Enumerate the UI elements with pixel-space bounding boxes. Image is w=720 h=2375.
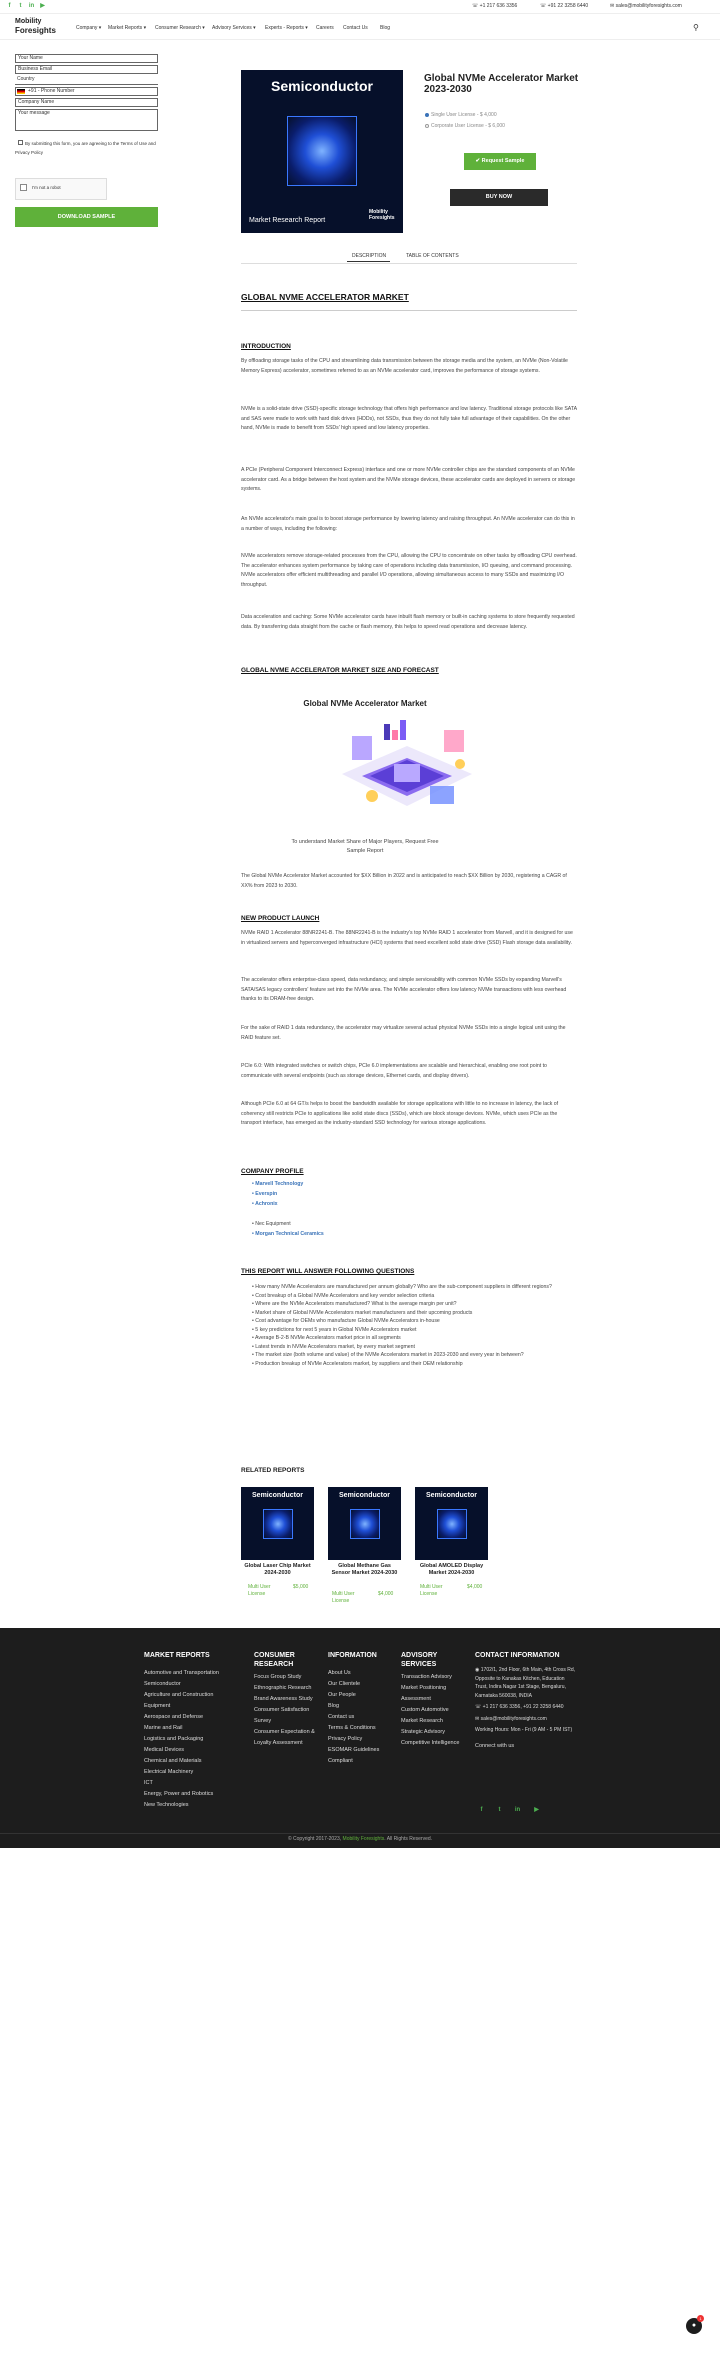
single-license-label: Single User License - $ 4,000 [431,112,497,118]
footer-link[interactable]: Consumer Expectation & Loyalty Assessment [254,1729,315,1746]
footer-link[interactable]: Our Clientele [328,1681,361,1687]
product-image [241,70,403,233]
footer-link[interactable]: Focus Group Study [254,1674,302,1680]
related-image-title: Semiconductor [426,1492,477,1499]
footer-link[interactable]: Blog [328,1703,340,1709]
paragraph-10: For the sake of RAID 1 data redundancy, the accelerator may virtualize several actual physical NVMe SSDs into a single logical unit using the RAID feature set. [241,1025,566,1041]
facebook-icon[interactable]: f [8,3,11,9]
related-price-2: $4,000 [378,1591,394,1597]
intro-heading: INTRODUCTION [241,343,291,350]
footer-link[interactable]: New Technologies [144,1802,189,1808]
nav-consumer-research[interactable]: Consumer Research ▾ [155,25,205,31]
footer-facebook-icon[interactable]: f [480,1807,483,1813]
footer-link[interactable]: ESOMAR Guidelines Compliant [328,1747,380,1764]
email-field[interactable]: Business Email [15,65,158,74]
chip-icon [287,116,357,186]
company-1[interactable]: • Marvell Technology [252,1181,304,1187]
paragraph-2: NVMe is a solid-state drive (SSD)-specific storage technology that offers high performance and low latency. Traditional storage protocols like SATA and SAS were made to work with hard disk drives (HDDs), not SSDs, thus they do not fully take full advantage of their capabilities. On the other hand, NVMe is made to benefit from SSDs' high speed and low latency properties. [241,406,577,431]
footer-link[interactable]: Our People [328,1692,356,1698]
footer-advisory-services [401,1651,463,1749]
footer-link[interactable]: Medical Devices [144,1747,185,1753]
buy-now-button[interactable]: BUY NOW [450,189,548,206]
paragraph-6: Data acceleration and caching: Some NVMe accelerator cards have inbuilt flash memory or built-in caching systems to store frequently requested data. By transferring data straight from the cache or flash memory, this helps to speed read operations and decrease latency. [241,614,575,630]
question-item: • Latest trends in NVMe Accelerators market, by every market segment [252,1343,415,1350]
question-item: • Market share of Global NVMe Accelerators market manufacturers and their upcoming products [252,1309,473,1316]
footer-link[interactable]: Automotive and Transportation [144,1670,219,1676]
article-title-divider [241,310,577,311]
product-image-logo: Mobility Foresights [369,209,395,221]
footer-link[interactable]: Energy, Power and Robotics [144,1791,214,1797]
footer-information [328,1651,388,1767]
chat-badge: 1 [697,2315,704,2322]
related-license-3: Multi User License [420,1584,443,1597]
download-sample-button[interactable]: DOWNLOAD SAMPLE [15,207,158,227]
footer-consumer-research [254,1651,320,1749]
footer-link[interactable]: About Us [328,1670,351,1676]
question-item: • Cost breakup of a Global NVMe Accelerators and key vendor selection criteria [252,1292,435,1299]
logo[interactable] [15,18,55,38]
footer-link[interactable]: Market Positioning Assessment [401,1685,447,1702]
chip-icon [350,1509,380,1539]
new-product-heading: NEW PRODUCT LAUNCH [241,915,320,922]
footer-link[interactable]: Privacy Policy [328,1736,363,1742]
company-4: • Nec Equipment [252,1221,291,1227]
question-item: • 5 key predictions for next 5 years in Global NVMe Accelerators market [252,1326,417,1333]
copyright: © Copyright 2017-2023, Mobility Foresights. All Rights Reserved. [287,1836,433,1842]
nav-experts[interactable]: Experts - Reports ▾ [265,25,308,31]
company-profile-heading: COMPANY PROFILE [241,1168,304,1175]
twitter-icon[interactable]: t [19,3,22,9]
corporate-license-radio[interactable] [425,124,429,128]
related-title-2[interactable]: Global Methane Gas Sensor Market 2024-2030 [331,1563,398,1576]
paragraph-8: NVMe RAID 1 Accelerator 88NR2241-B. The 88NR2241-B is the industry's top NVMe RAID 1 accelerator from Marvell, and it is designed for use in virtualized servers and hyperconverged infrastructure (HCI) systems that need excellent solid state drive (SSD) Flash storage data availability. [241,930,573,946]
footer-link[interactable]: Strategic Advisory [401,1729,446,1735]
related-heading: RELATED REPORTS [241,1467,305,1474]
footer-link[interactable]: Transaction Advisory [401,1674,452,1680]
related-image-title: Semiconductor [339,1492,390,1499]
footer-advisory-title: ADVISORY SERVICES [401,1652,438,1668]
paragraph-4: An NVMe accelerator's main goal is to boost storage performance by lowering latency and raising throughput. An NVMe accelerator can do this in a number of ways, including the following: [241,516,575,532]
footer-link[interactable]: Aerospace and Defense [144,1714,204,1720]
paragraph-7: The Global NVMe Accelerator Market accounted for $XX Billion in 2022 and is anticipated to reach $XX Billion by 2030, registering a CAGR of XX% from 2023 to 2030. [241,873,567,889]
footer-link[interactable]: Marine and Rail [144,1725,183,1731]
article-title: GLOBAL NVME ACCELERATOR MARKET [241,292,409,302]
chip-icon [437,1509,467,1539]
corporate-license-label: Corporate User License - $ 6,000 [431,123,505,129]
footer-linkedin-icon[interactable]: in [514,1807,521,1813]
question-item: • Production breakup of NVMe Accelerators market, by suppliers and their OEM relationship [252,1360,463,1367]
footer-link[interactable]: Electrical Machinery [144,1769,194,1775]
paragraph-3: A PCIe (Peripheral Component Interconnect Express) interface and one or more NVMe controller chips are the standard components of an NVMe accelerator card. As a bridge between the host system and the NVMe storage devices, these accelerator cards are deployed in servers or storage systems. [241,467,576,492]
nav-market-reports[interactable]: Market Reports ▾ [108,25,147,31]
chat-icon[interactable]: ● [686,2318,702,2334]
nav-advisory[interactable]: Advisory Services ▾ [212,25,256,31]
tabs-divider [241,263,577,264]
footer-divider [0,1833,720,1834]
phone-us[interactable]: ☏ +1 217 636 3356 [472,3,518,9]
tab-description[interactable]: DESCRIPTION [352,253,387,259]
captcha-checkbox[interactable] [20,184,27,191]
country-select[interactable]: Country [15,76,158,85]
name-field[interactable]: Your Name [15,54,158,63]
email-link[interactable]: ✉ sales@mobilityforesights.com [610,3,682,9]
figure-caption-2: Sample Report [346,848,384,854]
request-sample-button[interactable]: ✔ Request Sample [464,153,536,170]
tab-toc[interactable]: TABLE OF CONTENTS [406,253,459,259]
related-image-title: Semiconductor [252,1492,303,1499]
company-2[interactable]: • Everspin [252,1191,278,1197]
question-item: • Cost advantage for OEMs who manufacture Global NVMe Accelerators in-house [252,1318,440,1324]
footer-link[interactable]: ICT [144,1780,153,1786]
figure-caption-1: To understand Market Share of Major Players, Request Free [291,839,439,845]
paragraph-9: The accelerator offers enterprise-class speed, data redundancy, and simple serviceability with common NVMe SSDs by expanding Marvell's SATA/SAS legacy controllers' feature set into the NVMe area. The NVMe accelerator offers low latency NVMe transactions with less overhead thanks to its DRAM-free design. [241,977,567,1002]
related-license-2: Multi User License [332,1591,355,1604]
figure-title: Global NVMe Accelerator Market [303,699,427,708]
message-field[interactable]: Your message [15,109,158,131]
related-price-1: $5,000 [293,1584,309,1590]
chip-icon [263,1509,293,1539]
related-license-1: Multi User License [248,1584,271,1597]
footer-consumer-title: CONSUMER RESEARCH [254,1652,295,1668]
questions-heading: THIS REPORT WILL ANSWER FOLLOWING QUESTIONS [241,1268,415,1275]
company-3[interactable]: • Achronix [252,1201,278,1207]
logo-line2: Foresights [15,26,56,35]
search-icon[interactable]: ⚲ [693,23,699,32]
question-item: • The market size (both volume and value) of the NVMe Accelerators market in 2023-2030 and every year in between? [252,1352,524,1358]
footer-link[interactable]: Contact us [328,1714,355,1720]
market-illustration [332,716,482,826]
footer-info-title: INFORMATION [328,1652,377,1659]
consent-text: By submitting this form, you are agreeing to the Terms of Use and Privacy Policy [15,141,156,155]
related-image-1[interactable] [241,1487,314,1560]
copyright-brand[interactable]: Mobility Foresights [342,1836,385,1842]
footer-twitter-icon[interactable]: t [498,1807,501,1813]
tab-description-underline [347,261,390,262]
product-image-subtitle: Market Research Report [249,217,326,224]
footer-youtube-icon[interactable]: ▶ [534,1807,539,1813]
linkedin-icon[interactable]: in [28,3,35,9]
footer-connect: Connect with us [475,1742,515,1749]
footer-link[interactable]: Brand Awareness Study [254,1696,313,1702]
questions-list [252,1283,577,1368]
question-item: • Where are the NVMe Accelerators manufactured? What is the average margin per unit? [252,1301,457,1307]
question-item: • How many NVMe Accelerators are manufactured per annum globally? Who are the sub-component suppliers in different regions? [252,1284,552,1290]
single-license-radio[interactable] [425,113,429,117]
market-size-heading: GLOBAL NVME ACCELERATOR MARKET SIZE AND FORECAST [241,667,439,674]
footer-contact-title: CONTACT INFORMATION [475,1652,560,1659]
footer-address: ◉ 1702/1, 2nd Floor, 6th Main, 4th Cross Rd, Opposite to Kanakas Kitchen, Education Trust, Indira Nagar 1st Stage, Bengaluru, Karnataka 560038, INDIA [475,1667,575,1699]
captcha-box [15,178,107,200]
related-image-2[interactable] [328,1487,401,1560]
product-image-title: Semiconductor [271,78,373,94]
question-item: • Average B-2-B NVMe Accelerators market price in all segments [252,1335,401,1341]
footer-link[interactable]: Logistics and Packaging [144,1736,204,1742]
company-field[interactable]: Company Name [15,98,158,107]
footer-link[interactable]: Ethnographic Research [254,1685,312,1691]
logo-line1: Mobility [15,18,42,25]
related-title-3[interactable]: Global AMOLED Display Market 2024-2030 [419,1563,484,1576]
nav-contact[interactable]: Contact Us [343,25,368,31]
footer-link[interactable]: Chemical and Materials [144,1758,202,1764]
phone-in[interactable]: ☏ +91 22 3258 6440 [540,3,589,9]
phone-field[interactable]: +91 - Phone Number [15,87,158,96]
footer-market-title: MARKET REPORTS [144,1652,210,1659]
footer-link[interactable]: Custom Automotive Market Research [401,1707,449,1724]
nav-company[interactable]: Company ▾ [76,25,102,31]
footer-contact [475,1651,575,1749]
paragraph-5: NVMe accelerators remove storage-related processes from the CPU, allowing the CPU to concentrate on other tasks by offloading CPU overhead. The accelerator enhances system performance by taking care of operations including data transmission, I/O queuing, and command processing. NVMe accelerators offer efficient multithreading and parallel I/O operations, allowing simultaneous access to many SSDs and maximizing I/O throughput. [241,553,577,588]
related-price-3: $4,000 [467,1584,483,1590]
footer-link[interactable]: Terms & Conditions [328,1725,376,1731]
paragraph-12: Although PCIe 6.0 at 64 GT/s helps to boost the bandwidth available for storage applications with little to no increase in latency, the lack of coherency still restricts PCIe to applications like solid state discs (SSDs), which are block storage devices. NVMe, which uses PCIe as the transport interface, has emerged as the industry-standard SSD technology for various storage applications. [241,1101,559,1126]
nav-blog[interactable]: Blog [380,25,391,31]
youtube-icon[interactable]: ▶ [40,3,45,9]
footer-link[interactable]: Semiconductor [144,1681,181,1687]
company-5[interactable]: • Morgan Technical Ceramics [252,1231,324,1237]
paragraph-11: PCIe 6.0: With integrated switches or switch chips, PCIe 6.0 implementations are scalable and hierarchical, enabling one root point to communicate with several endpoints (such as storage devices, Ethernet cards, and display drivers). [241,1063,547,1079]
related-image-3[interactable] [415,1487,488,1560]
flag-icon[interactable] [17,89,25,94]
captcha-label: I'm not a robot [32,185,61,190]
footer-phones[interactable]: ☏ +1 217 636 3356, +91 22 3258 6440 [475,1704,564,1710]
related-title-1[interactable]: Global Laser Chip Market 2024-2030 [244,1563,311,1576]
footer-link[interactable]: Consumer Satisfaction Survey [254,1707,310,1724]
footer-link[interactable]: Competitive Intelligence [401,1740,460,1746]
footer-market-reports [144,1651,220,1811]
footer-email[interactable]: ✉ sales@mobilityforesights.com [475,1715,547,1722]
footer-hours: Working Hours: Mon - Fri (9 AM - 5 PM IST) [475,1727,573,1733]
paragraph-1: By offloading storage tasks of the CPU and streamlining data transmission between the storage media and the system, an NVMe (Non-Volatile Memory Express) accelerator, sometimes referred to as an NVMe accelerator card, improves the performance of storage systems. [241,358,568,374]
nav-careers[interactable]: Careers [316,25,334,31]
footer-link[interactable]: Agriculture and Construction Equipment [144,1692,214,1709]
product-title: Global NVMe Accelerator Market 2023-2030 [424,73,579,95]
